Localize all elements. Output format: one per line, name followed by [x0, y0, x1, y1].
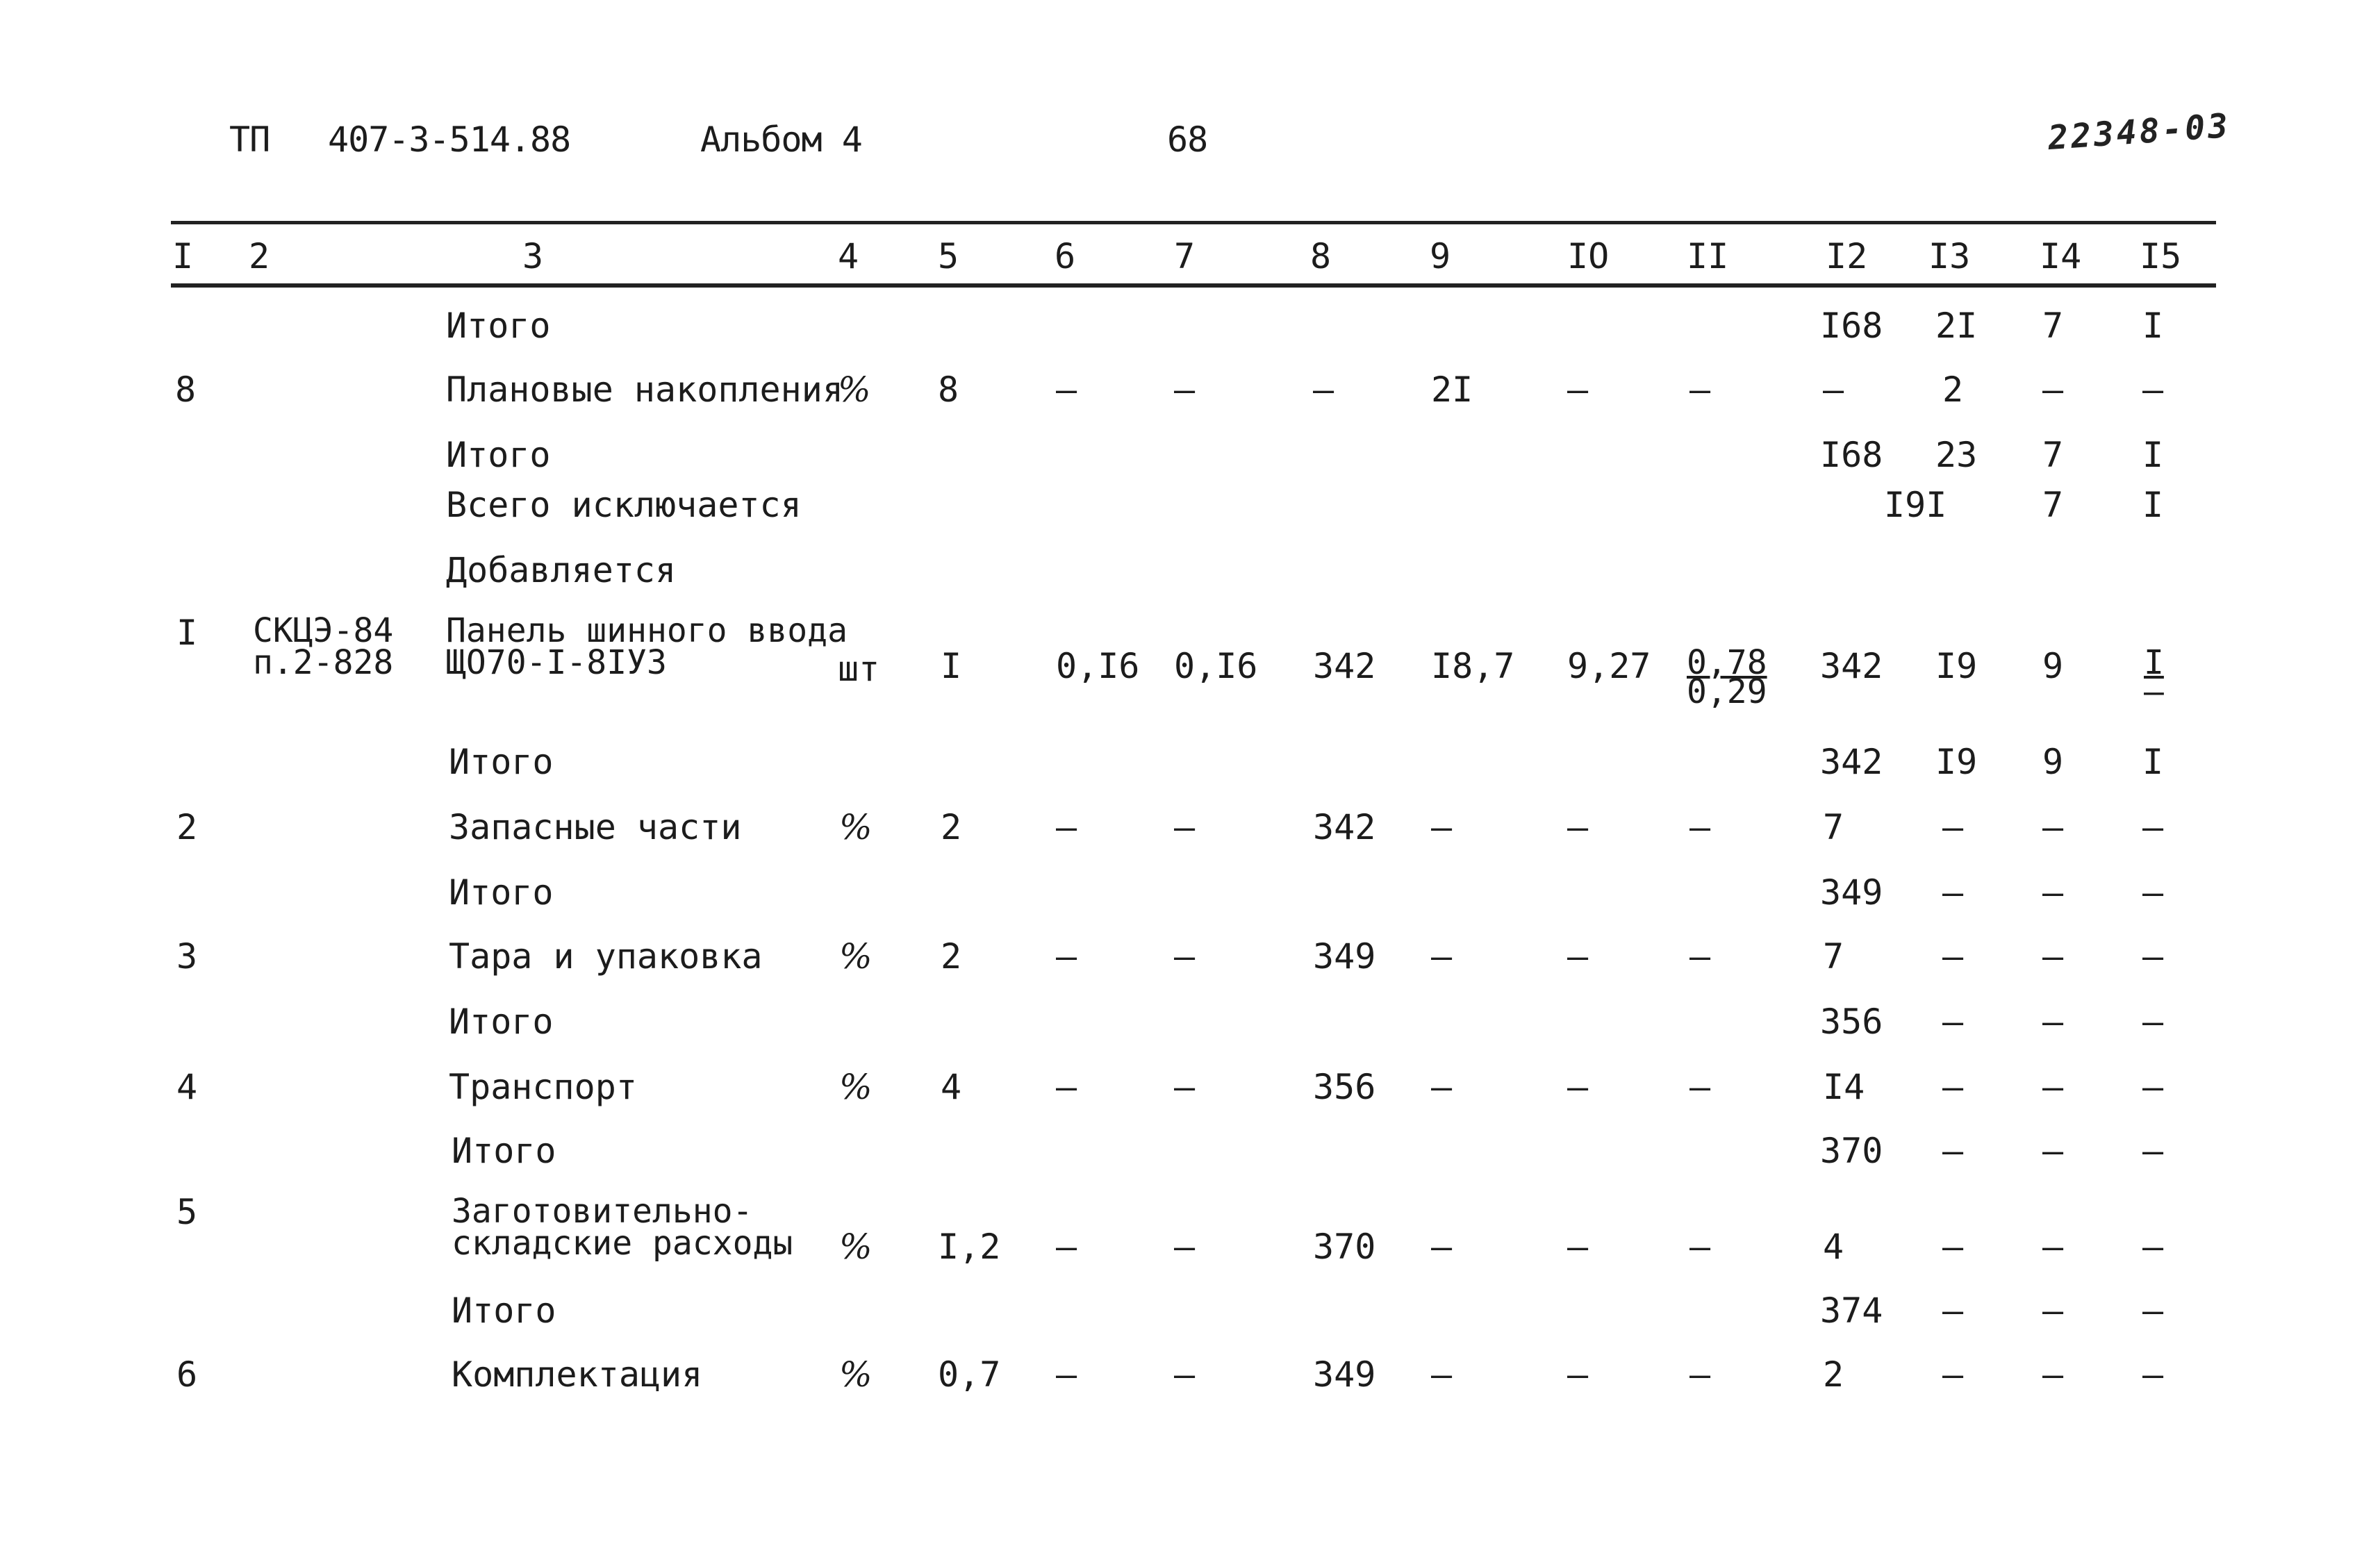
cell-col14: 7: [2042, 306, 2064, 346]
cell-col13: I9: [1935, 742, 1978, 782]
cell-col15: –: [2142, 807, 2164, 847]
unit: %: [839, 807, 873, 847]
item-name: Панель шинного ввода: [446, 611, 848, 650]
cell-col9: –: [1431, 1067, 1453, 1107]
cell-col13: 2I: [1935, 306, 1978, 346]
cell-col12: 349: [1820, 872, 1883, 913]
unit: %: [839, 1354, 873, 1395]
unit: %: [839, 936, 873, 977]
item-name: Итого: [452, 1131, 556, 1171]
cell-col6: –: [1056, 370, 1077, 410]
cell-col11: –: [1689, 1067, 1711, 1107]
cell-col13: I9: [1935, 646, 1978, 686]
unit: %: [839, 1227, 873, 1267]
cell-col11: –: [1689, 1354, 1711, 1395]
cell-col6: –: [1056, 1067, 1077, 1107]
cell-col12: 4: [1823, 1227, 1844, 1267]
cell-col13: –: [1942, 1291, 1964, 1331]
column-number: IO: [1567, 236, 1610, 276]
cell-col14: –: [2042, 1067, 2064, 1107]
cell-col7: –: [1174, 1067, 1196, 1107]
column-number: 3: [522, 236, 544, 276]
cell-col14: 9: [2042, 742, 2064, 782]
cell-col13: 2: [1942, 370, 1964, 410]
cell-col14: –: [2042, 1291, 2064, 1331]
cell-col13: –: [1942, 807, 1964, 847]
cell-col10: –: [1567, 1067, 1589, 1107]
unit: %: [839, 1067, 873, 1107]
column-number: I5: [2140, 236, 2182, 276]
page-number: 68: [1167, 119, 1208, 160]
cell-col8: 349: [1313, 1354, 1376, 1395]
cell-col15: I: [2142, 742, 2164, 782]
cell-col6: –: [1056, 1354, 1077, 1395]
item-name-continued: складские расходы: [452, 1224, 793, 1263]
row-number: 6: [176, 1354, 198, 1395]
cell-col12: I4: [1823, 1067, 1865, 1107]
cell-col15: –: [2142, 1354, 2164, 1395]
cell-col15: –: [2142, 1067, 2164, 1107]
price-code: СКЦЭ-84: [253, 611, 394, 650]
cell-col6: –: [1056, 1227, 1077, 1267]
cell-col7: 0,I6: [1174, 646, 1258, 686]
cell-col7: –: [1174, 936, 1196, 977]
cell-col7: –: [1174, 370, 1196, 410]
cell-col15-top: I: [2144, 643, 2164, 682]
item-name: Итого: [446, 306, 551, 346]
cell-col14: –: [2042, 1227, 2064, 1267]
cell-col5: I: [941, 646, 962, 686]
cell-col13: 23: [1935, 435, 1978, 475]
column-number: II: [1687, 236, 1729, 276]
cell-col8: 342: [1313, 807, 1376, 847]
cell-col9: I8,7: [1431, 646, 1515, 686]
item-name: Заготовительно-: [452, 1192, 753, 1231]
row-number: 2: [176, 807, 198, 847]
cell-col14: 7: [2042, 435, 2064, 475]
item-name: Запасные части: [449, 807, 742, 847]
cell-col5: 4: [941, 1067, 962, 1107]
cell-col8: 356: [1313, 1067, 1376, 1107]
cell-col10: –: [1567, 370, 1589, 410]
cell-col14: 7: [2042, 485, 2064, 525]
column-number: I3: [1928, 236, 1971, 276]
cell-col9: –: [1431, 1354, 1453, 1395]
cell-col11: –: [1689, 1227, 1711, 1267]
row-number: I: [176, 613, 198, 653]
cell-col12: I68: [1820, 306, 1883, 346]
cell-col6: 0,I6: [1056, 646, 1140, 686]
cell-col15: –: [2142, 1002, 2164, 1042]
cell-col10: –: [1567, 1227, 1589, 1267]
cell-col6: –: [1056, 936, 1077, 977]
cell-col5: 8: [938, 370, 959, 410]
cell-col12: –: [1823, 370, 1844, 410]
column-number: 2: [249, 236, 270, 276]
cell-col10: –: [1567, 936, 1589, 977]
doc-code: ТП: [229, 119, 270, 160]
cell-col14: 9: [2042, 646, 2064, 686]
cell-col8: 349: [1313, 936, 1376, 977]
cell-col5: 2: [941, 807, 962, 847]
cell-col7: –: [1174, 807, 1196, 847]
item-name: Итого: [446, 435, 551, 475]
cell-col11-bottom: 0,29: [1687, 672, 1767, 711]
cell-col9: 2I: [1431, 370, 1473, 410]
item-model: ЩО70-I-8IУЗ: [446, 643, 667, 682]
cell-col12: 356: [1820, 1002, 1883, 1042]
section-heading: Добавляется: [446, 550, 677, 590]
cell-col11-top: 0,78: [1687, 643, 1767, 682]
cell-col14: –: [2042, 936, 2064, 977]
cell-col10: –: [1567, 1354, 1589, 1395]
cell-col12: 7: [1823, 936, 1844, 977]
item-name: Итого: [449, 742, 554, 782]
cell-col9: –: [1431, 1227, 1453, 1267]
price-code-item: п.2-828: [253, 643, 394, 682]
cell-col13: –: [1942, 872, 1964, 913]
row-number: 5: [176, 1192, 198, 1232]
item-name: Итого: [452, 1291, 556, 1331]
cell-col15: –: [2142, 370, 2164, 410]
cell-col5: I,2: [938, 1227, 1001, 1267]
cell-col14: –: [2042, 370, 2064, 410]
table-header-rule: [171, 283, 2216, 288]
cell-col11: –: [1689, 370, 1711, 410]
item-name: Транспорт: [449, 1067, 637, 1107]
cell-col14: –: [2042, 807, 2064, 847]
cell-col14: –: [2042, 1131, 2064, 1171]
cell-col5: 0,7: [938, 1354, 1001, 1395]
column-number: I: [172, 236, 194, 276]
cell-col10: –: [1567, 807, 1589, 847]
item-name: Тара и упаковка: [449, 936, 763, 977]
cell-col13: –: [1942, 1067, 1964, 1107]
column-number: I4: [2040, 236, 2082, 276]
column-number: 5: [938, 236, 959, 276]
cell-col15: –: [2142, 1131, 2164, 1171]
cell-col12: 374: [1820, 1291, 1883, 1331]
cell-col8: –: [1313, 370, 1334, 410]
cell-col12: 370: [1820, 1131, 1883, 1171]
cell-col6: –: [1056, 807, 1077, 847]
cell-col15: –: [2142, 872, 2164, 913]
cell-col14: –: [2042, 1002, 2064, 1042]
cell-col9: –: [1431, 807, 1453, 847]
cell-col15: I: [2142, 306, 2164, 346]
cell-col5: 2: [941, 936, 962, 977]
cell-col13: –: [1942, 1002, 1964, 1042]
cell-col10: 9,27: [1567, 646, 1651, 686]
column-number: 9: [1430, 236, 1451, 276]
cell-col15-bottom: –: [2144, 672, 2164, 711]
table-top-rule: [171, 221, 2216, 224]
cell-col13: –: [1942, 936, 1964, 977]
cell-col11: –: [1689, 936, 1711, 977]
album-label: Альбом 4: [700, 119, 862, 160]
item-name: Итого: [449, 872, 554, 913]
project-number: 407-3-514.88: [328, 119, 571, 160]
column-number: 7: [1174, 236, 1196, 276]
unit: %: [838, 370, 871, 410]
cell-col9: –: [1431, 936, 1453, 977]
item-name: Комплектация: [452, 1354, 703, 1395]
cell-col15: I: [2142, 485, 2164, 525]
cell-col12-13: I9I: [1884, 485, 1947, 525]
cell-col11: –: [1689, 807, 1711, 847]
cell-col7: –: [1174, 1227, 1196, 1267]
item-name: Итого: [449, 1002, 554, 1042]
cell-col12: 342: [1820, 646, 1883, 686]
cell-col8: 370: [1313, 1227, 1376, 1267]
archive-stamp: 22348-03: [2047, 106, 2232, 158]
item-name: Всего исключается: [446, 485, 802, 525]
cell-col15: –: [2142, 1227, 2164, 1267]
cell-col14: –: [2042, 1354, 2064, 1395]
cell-col12: I68: [1820, 435, 1883, 475]
column-number: 4: [838, 236, 859, 276]
item-name: Плановые накопления: [446, 370, 843, 410]
column-number: 6: [1055, 236, 1076, 276]
cell-col13: –: [1942, 1354, 1964, 1395]
cell-col7: –: [1174, 1354, 1196, 1395]
cell-col8: 342: [1313, 646, 1376, 686]
row-number: 8: [175, 370, 197, 410]
cell-col12: 342: [1820, 742, 1883, 782]
cell-col12: 2: [1823, 1354, 1844, 1395]
row-number: 4: [176, 1067, 198, 1107]
cell-col12: 7: [1823, 807, 1844, 847]
cell-col15: –: [2142, 1291, 2164, 1331]
unit: шт: [838, 649, 880, 689]
column-number: I2: [1826, 236, 1868, 276]
row-number: 3: [176, 936, 198, 977]
column-number: 8: [1310, 236, 1332, 276]
cell-col13: –: [1942, 1131, 1964, 1171]
cell-col14: –: [2042, 872, 2064, 913]
cell-col13: –: [1942, 1227, 1964, 1267]
cell-col15: I: [2142, 435, 2164, 475]
cell-col15: –: [2142, 936, 2164, 977]
